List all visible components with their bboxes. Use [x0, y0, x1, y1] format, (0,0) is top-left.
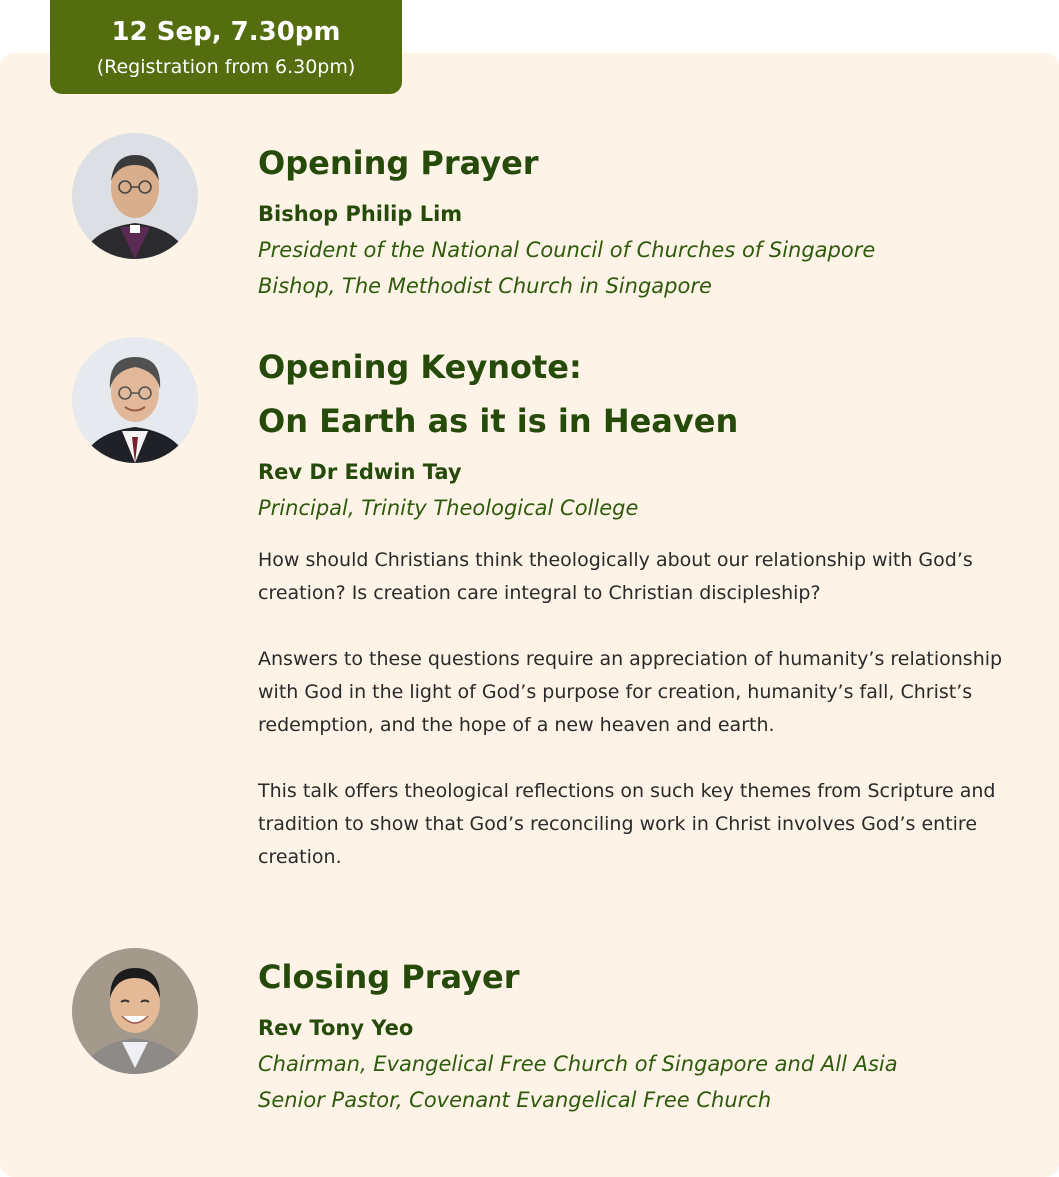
person-portrait-icon	[72, 337, 198, 463]
person-portrait-icon	[72, 133, 198, 259]
session-closing-prayer	[258, 950, 1018, 1118]
speaker-role: Principal, Trinity Theological College	[258, 496, 639, 520]
description-paragraph: Answers to these questions require an appreciation of humanity’s relationship with God in the light of God’s purpose for creation, humanity’s fall, Christ’s redemption, and the hope of a new heaven and earth.	[258, 648, 1003, 736]
speaker-photo-edwin-tay	[72, 337, 198, 463]
description-paragraph: How should Christians think theologically about our relationship with God’s creation? Is creation care integral to Christian discipleship?	[258, 549, 973, 604]
description-paragraph: This talk offers theological reflections on such key themes from Scripture and tradition to show that God’s reconciling work in Christ involves God’s entire creation.	[258, 780, 996, 868]
session-title: Closing Prayer	[258, 958, 520, 996]
speaker-photo-philip-lim	[72, 133, 198, 259]
session-opening-keynote	[258, 340, 1018, 874]
speaker-name: Rev Tony Yeo	[258, 1016, 414, 1040]
session-title-line-2: On Earth as it is in Heaven	[258, 402, 739, 440]
speaker-photo-tony-yeo	[72, 948, 198, 1074]
session-title: Opening Prayer	[258, 144, 539, 182]
speaker-role: President of the National Council of Churches of Singapore	[258, 238, 876, 262]
date-badge	[50, 0, 402, 94]
speaker-name: Bishop Philip Lim	[258, 202, 463, 226]
speaker-role: Chairman, Evangelical Free Church of Singapore and All Asia	[258, 1052, 898, 1076]
session-opening-prayer	[258, 136, 1018, 304]
speaker-role: Bishop, The Methodist Church in Singapore	[258, 274, 712, 298]
event-date-time: 12 Sep, 7.30pm	[111, 17, 341, 47]
person-portrait-icon	[72, 948, 198, 1074]
session-title-line-1: Opening Keynote:	[258, 348, 582, 386]
speaker-role: Senior Pastor, Covenant Evangelical Free Church	[258, 1088, 772, 1112]
registration-time: (Registration from 6.30pm)	[96, 56, 356, 78]
speaker-name: Rev Dr Edwin Tay	[258, 460, 462, 484]
